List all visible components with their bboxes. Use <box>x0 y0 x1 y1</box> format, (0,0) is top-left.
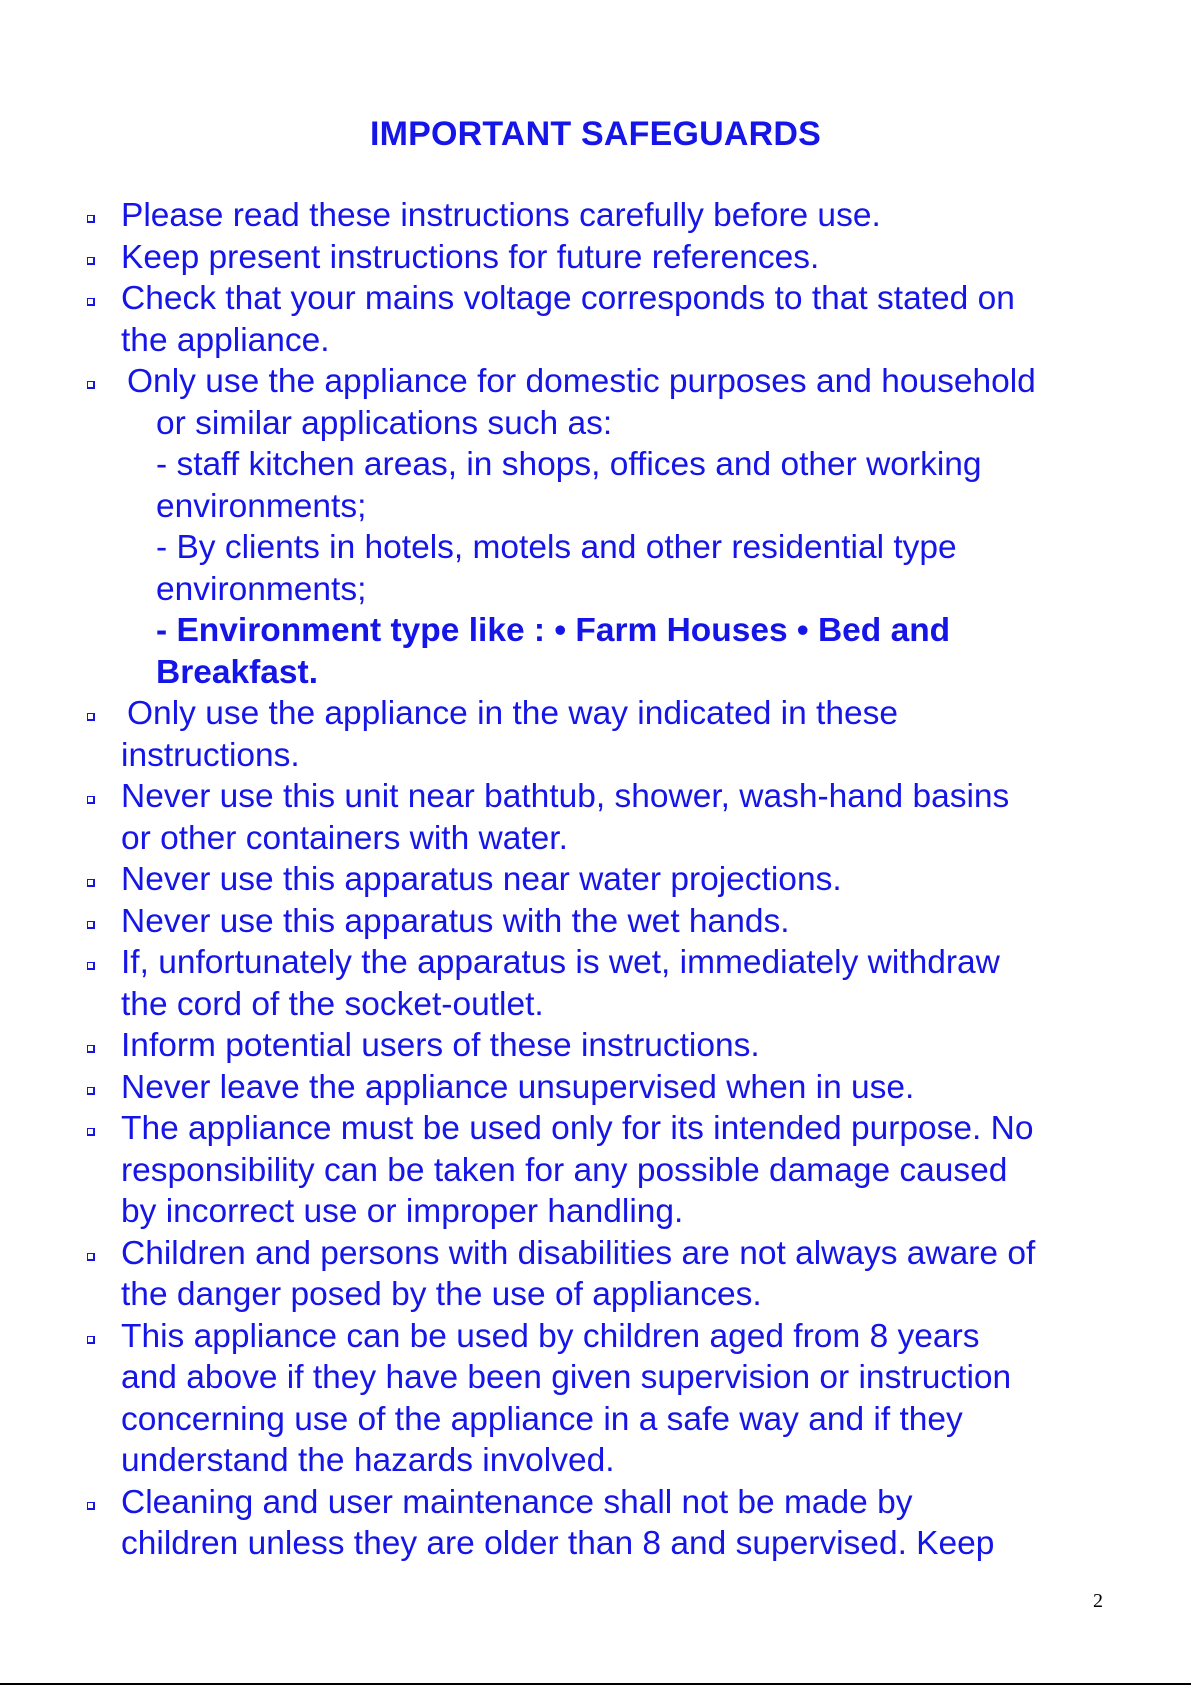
list-item <box>0 1316 1111 1482</box>
item-text-line: Only use the appliance in the way indicated in these <box>127 695 898 732</box>
item-text-line: If, unfortunately the apparatus is wet, immediately withdraw <box>121 944 1000 981</box>
list-item <box>0 195 1111 237</box>
safeguards-list <box>0 195 1191 1565</box>
item-text-line: the appliance. <box>121 321 330 359</box>
checkbox-bullet-icon <box>87 257 95 265</box>
item-text-line: Never use this unit near bathtub, shower, wash-hand basins <box>121 778 1010 815</box>
item-sub-line: environments; <box>156 570 367 608</box>
list-item <box>0 278 1111 361</box>
page-title: IMPORTANT SAFEGUARDS <box>369 115 822 153</box>
item-text-line: by incorrect use or improper handling. <box>121 1193 684 1230</box>
item-sub-line: - staff kitchen areas, in shops, offices and other working <box>156 446 982 483</box>
list-item <box>0 1108 1111 1233</box>
checkbox-bullet-icon <box>87 381 95 389</box>
list-item <box>0 942 1111 1025</box>
item-text-line: or other containers with water. <box>121 819 568 857</box>
item-text-line: Inform potential users of these instructions. <box>121 1027 760 1064</box>
item-text-line: children unless they are older than 8 and supervised. Keep <box>121 1525 995 1562</box>
item-text-line: Children and persons with disabilities are not always aware of <box>121 1234 1036 1272</box>
item-bold-line: - Environment type like : • Farm Houses • Bed and <box>156 612 951 649</box>
list-item <box>0 237 1111 279</box>
checkbox-bullet-icon <box>87 298 95 306</box>
item-text-line: Never use this apparatus near water projections. <box>121 861 842 898</box>
checkbox-bullet-icon <box>87 1336 95 1344</box>
item-text-line: understand the hazards involved. <box>121 1442 615 1479</box>
list-item <box>0 693 1111 776</box>
item-sub-line: - By clients in hotels, motels and other residential type <box>156 529 957 566</box>
item-text-line: the cord of the socket-outlet. <box>121 985 544 1023</box>
page-number: 2 <box>1093 1590 1103 1612</box>
item-text-line: concerning use of the appliance in a safe way and if they <box>121 1400 963 1438</box>
checkbox-bullet-icon <box>87 1128 95 1136</box>
list-item <box>0 1482 1111 1565</box>
item-text-line: responsibility can be taken for any possible damage caused <box>121 1151 1008 1189</box>
item-text-line: Only use the appliance for domestic purposes and household <box>127 363 1036 400</box>
checkbox-bullet-icon <box>87 1253 95 1261</box>
list-item <box>0 776 1111 859</box>
list-item <box>0 859 1111 901</box>
item-text-line: and above if they have been given supervision or instruction <box>121 1359 1012 1396</box>
item-text-line: instructions. <box>121 736 300 774</box>
item-text-line: The appliance must be used only for its intended purpose. No <box>121 1110 1034 1147</box>
item-text-line: Please read these instructions carefully before use. <box>121 197 881 234</box>
list-item <box>0 361 1111 693</box>
item-bold-line: Breakfast. <box>156 653 319 691</box>
checkbox-bullet-icon <box>87 1502 95 1510</box>
item-text-line: Check that your mains voltage corresponds to that stated on <box>121 280 1015 317</box>
checkbox-bullet-icon <box>87 1087 95 1095</box>
checkbox-bullet-icon <box>87 879 95 887</box>
item-sub-line: or similar applications such as: <box>156 404 613 442</box>
checkbox-bullet-icon <box>87 215 95 223</box>
item-text-line: This appliance can be used by children aged from 8 years <box>121 1317 980 1355</box>
list-item <box>0 1025 1111 1067</box>
item-text-line: Keep present instructions for future references. <box>121 238 820 276</box>
checkbox-bullet-icon <box>87 713 95 721</box>
item-text-line: the danger posed by the use of appliances. <box>121 1276 762 1313</box>
item-text-line: Never use this apparatus with the wet hands. <box>121 902 790 940</box>
list-item <box>0 901 1111 943</box>
checkbox-bullet-icon <box>87 1045 95 1053</box>
item-text-line: Cleaning and user maintenance shall not be made by <box>121 1483 913 1521</box>
checkbox-bullet-icon <box>87 962 95 970</box>
list-item <box>0 1067 1111 1109</box>
checkbox-bullet-icon <box>87 921 95 929</box>
checkbox-bullet-icon <box>87 796 95 804</box>
item-sub-line: environments; <box>156 487 367 525</box>
item-text-line: Never leave the appliance unsupervised when in use. <box>121 1068 915 1106</box>
list-item <box>0 1233 1111 1316</box>
